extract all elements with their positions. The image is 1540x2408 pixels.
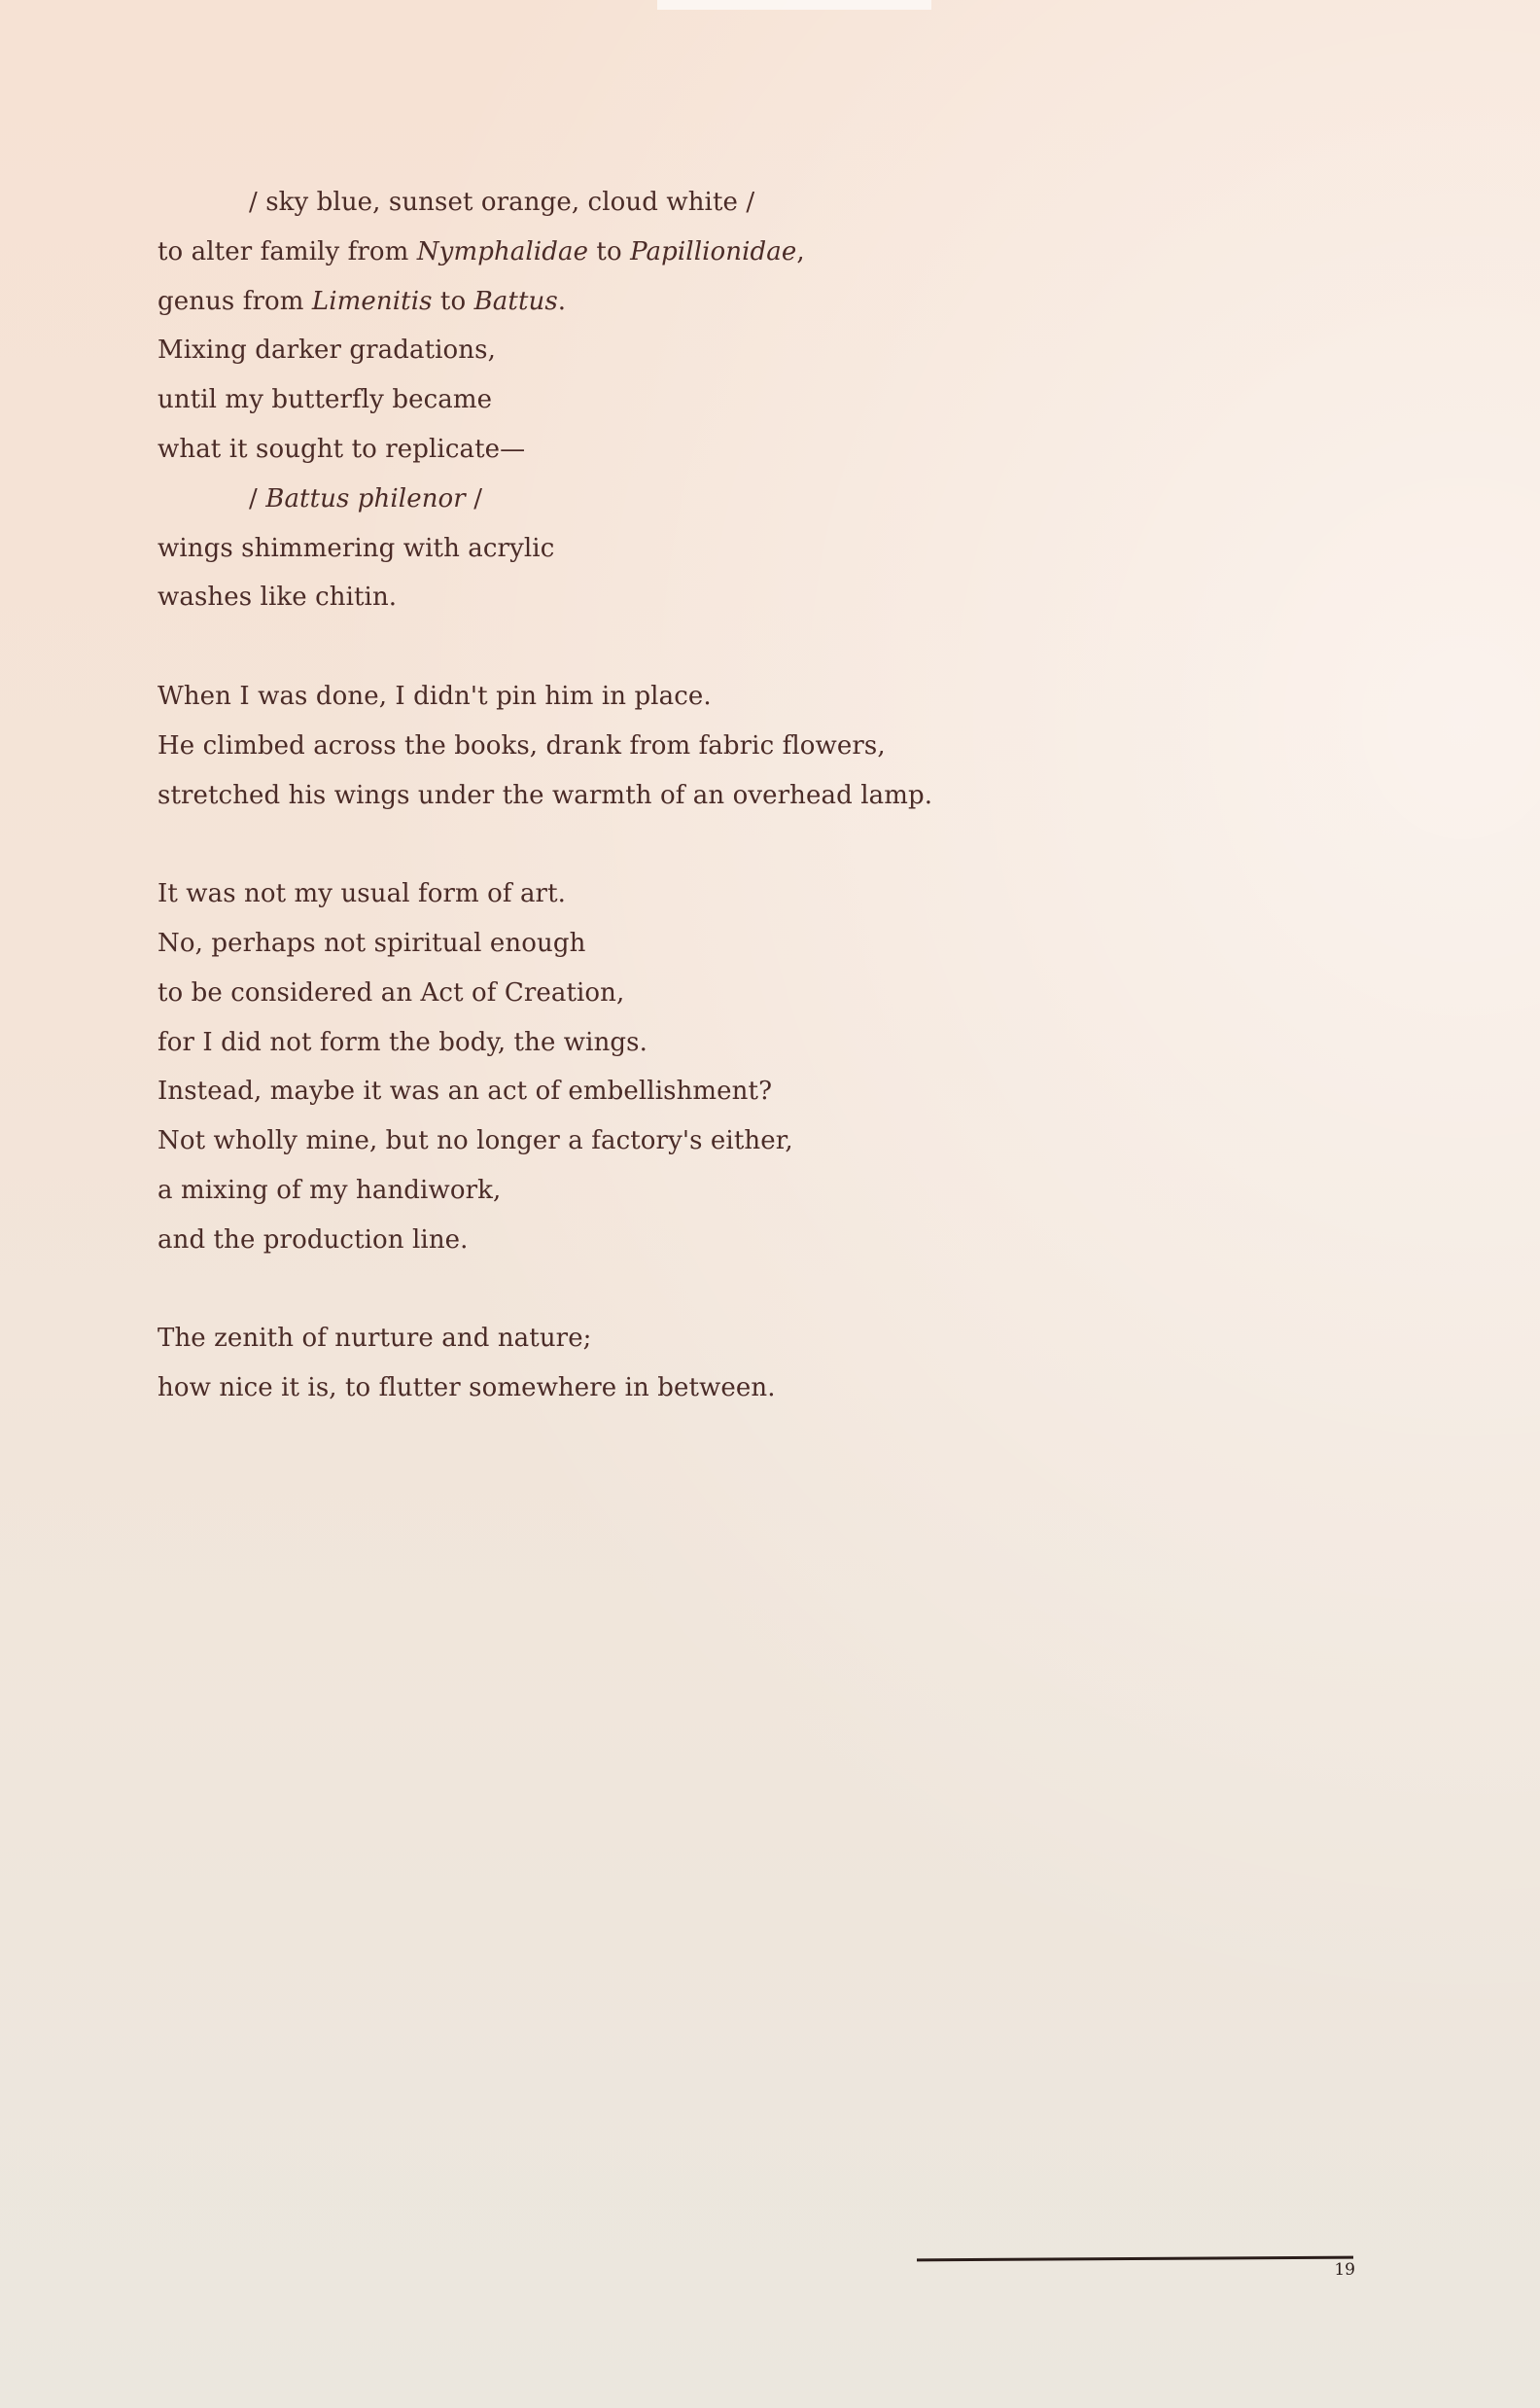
- line-text: ,: [796, 236, 805, 266]
- page-edge-highlight: [657, 0, 931, 10]
- line-text: stretched his wings under the warmth of an overhead lamp.: [158, 780, 933, 810]
- line-text: what it sought to replicate—: [158, 434, 526, 464]
- italic-text: Battus: [473, 286, 558, 316]
- line-text: /: [249, 483, 266, 513]
- poem-line: [158, 326, 1032, 375]
- line-text: No, perhaps not spiritual enough: [158, 928, 586, 958]
- line-text: He climbed across the books, drank from fabric flowers,: [158, 730, 886, 761]
- line-text: until my butterfly became: [158, 385, 493, 415]
- poem-line: [158, 1018, 1032, 1068]
- poem-line: [158, 919, 1032, 969]
- poem-line: [158, 475, 1032, 524]
- stanza-break: [158, 820, 1032, 869]
- line-text: to alter family from: [158, 236, 417, 266]
- line-text: /: [465, 483, 483, 513]
- line-text: Instead, maybe it was an act of embellishment?: [158, 1077, 773, 1107]
- poem-line: [158, 1363, 1032, 1413]
- poem-line: [158, 869, 1032, 919]
- italic-text: Nymphalidae: [416, 236, 589, 266]
- line-text: a mixing of my handiwork,: [158, 1175, 502, 1205]
- poem-line: [158, 722, 1032, 771]
- line-text: The zenith of nurture and nature;: [158, 1324, 592, 1354]
- line-text: how nice it is, to flutter somewhere in between.: [158, 1373, 776, 1403]
- line-text: genus from: [158, 286, 312, 316]
- poem-line: [158, 672, 1032, 722]
- line-text: Not wholly mine, but no longer a factory's either,: [158, 1126, 793, 1156]
- italic-text: Limenitis: [311, 286, 433, 316]
- poem-line: [158, 1314, 1032, 1363]
- poem-line: [158, 1166, 1032, 1216]
- poem-line: [158, 771, 1032, 821]
- stanza-break: [158, 622, 1032, 672]
- line-text: to: [432, 286, 474, 316]
- line-text: washes like chitin.: [158, 583, 398, 613]
- poem-line: [158, 1116, 1032, 1166]
- page-number: 19: [1334, 2260, 1355, 2280]
- poem-line: [158, 573, 1032, 622]
- poem-line: [158, 277, 1032, 327]
- line-text: .: [557, 286, 567, 316]
- poem-line: [158, 1067, 1032, 1116]
- poem-line: [158, 375, 1032, 425]
- italic-text: Papillionidae: [630, 236, 797, 266]
- line-text: to be considered an Act of Creation,: [158, 977, 625, 1008]
- line-text: to: [588, 236, 631, 266]
- footer-rule: [917, 2256, 1353, 2262]
- line-text: When I was done, I didn't pin him in place.: [158, 681, 712, 711]
- line-text: wings shimmering with acrylic: [158, 533, 555, 563]
- poem-line: [158, 524, 1032, 574]
- poem-line: [158, 1216, 1032, 1265]
- poem-line: [158, 178, 1032, 228]
- italic-text: Battus philenor: [265, 483, 466, 513]
- line-text: and the production line.: [158, 1224, 469, 1255]
- line-text: Mixing darker gradations,: [158, 336, 496, 366]
- line-text: for I did not form the body, the wings.: [158, 1027, 648, 1057]
- line-text: It was not my usual form of art.: [158, 879, 566, 909]
- stanza-break: [158, 1265, 1032, 1315]
- line-text: / sky blue, sunset orange, cloud white /: [249, 188, 755, 217]
- poem-line: [158, 425, 1032, 475]
- poem-body: [158, 178, 1032, 1413]
- poem-line: [158, 228, 1032, 277]
- poem-line: [158, 969, 1032, 1018]
